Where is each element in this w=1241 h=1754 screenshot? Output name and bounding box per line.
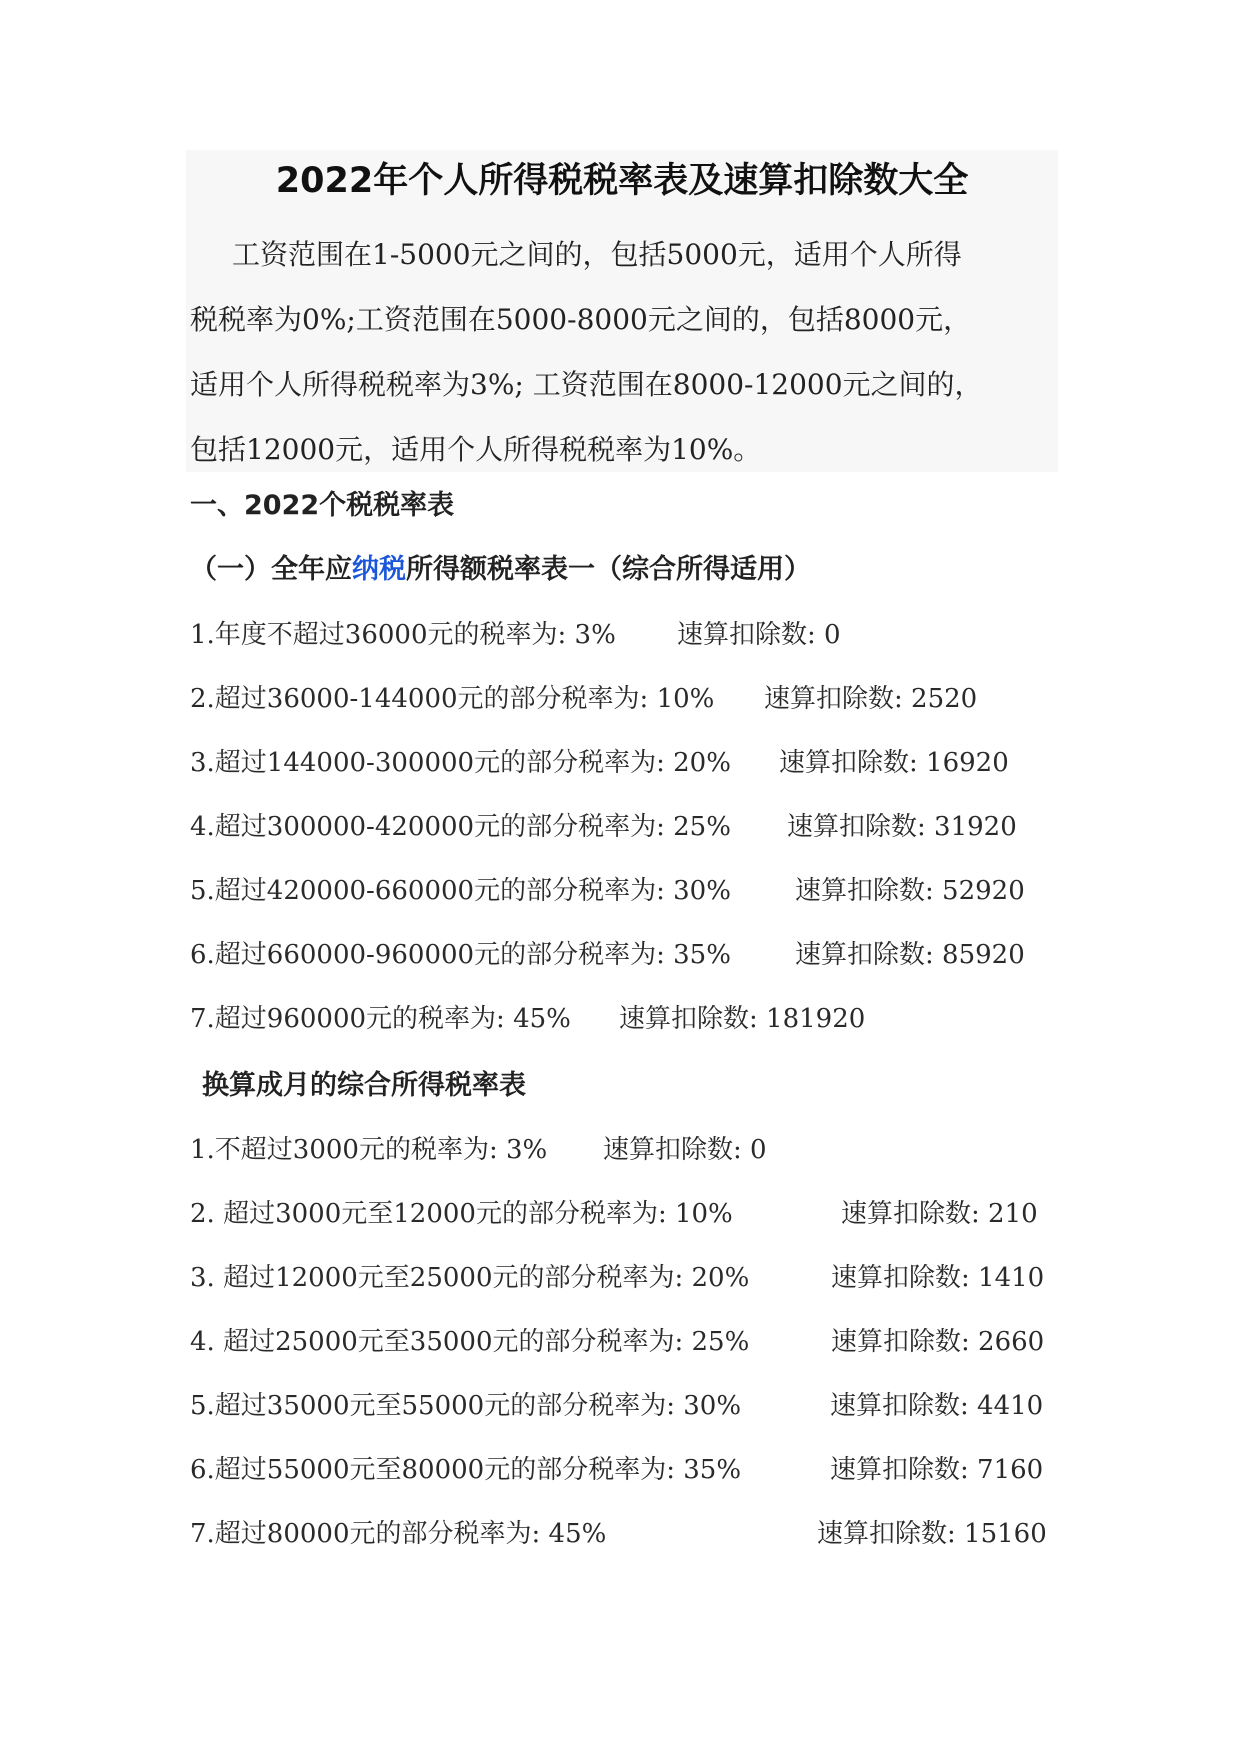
monthly-rate-row [190,1517,1047,1551]
rate-text: 3.超过144000-300000元的部分税率为: 20% [190,748,731,778]
deduction-text: 速算扣除数: 52920 [795,876,1025,906]
annual-rate-row [190,1002,866,1036]
document-title: 2022年个人所得税税率表及速算扣除数大全 [275,161,969,201]
deduction-text: 速算扣除数: 0 [677,620,841,650]
monthly-rate-row [190,1325,1045,1359]
deduction-text: 速算扣除数: 4410 [830,1391,1044,1421]
tax-link[interactable]: 纳税 [352,554,406,585]
monthly-rate-row [190,1453,1044,1487]
rate-text: 3. 超过12000元至25000元的部分税率为: 20% [190,1263,750,1293]
rate-text: 6.超过55000元至80000元的部分税率为: 35% [190,1455,742,1485]
deduction-text: 速算扣除数: 2660 [831,1327,1045,1357]
rate-text: 2. 超过3000元至12000元的部分税率为: 10% [190,1199,733,1229]
deduction-text: 速算扣除数: 181920 [619,1004,866,1034]
deduction-text: 速算扣除数: 15160 [817,1519,1047,1549]
deduction-text: 速算扣除数: 16920 [779,748,1009,778]
monthly-rate-row [190,1261,1045,1295]
rate-text: 6.超过660000-960000元的部分税率为: 35% [190,940,731,970]
annual-rate-row [190,682,978,716]
annual-rate-row [190,874,1025,908]
deduction-text: 速算扣除数: 31920 [787,812,1017,842]
deduction-text: 速算扣除数: 1410 [831,1263,1045,1293]
deduction-text: 速算扣除数: 85920 [795,940,1025,970]
subsection-heading-suffix: 所得额税率表一（综合所得适用） [406,554,811,585]
rate-text: 4.超过300000-420000元的部分税率为: 25% [190,812,731,842]
intro-paragraph [190,222,1054,482]
subsection-heading-prefix: （一）全年应 [190,554,352,585]
rate-text: 1.不超过3000元的税率为: 3% [190,1135,548,1165]
rate-text: 1.年度不超过36000元的税率为: 3% [190,620,616,650]
intro-line: 工资范围在1-5000元之间的，包括5000元，适用个人所得 [232,238,962,271]
rate-text: 2.超过36000-144000元的部分税率为: 10% [190,684,715,714]
monthly-heading: 换算成月的综合所得税率表 [202,1070,526,1101]
rate-text: 4. 超过25000元至35000元的部分税率为: 25% [190,1327,750,1357]
subsection-heading [190,552,811,588]
rate-text: 5.超过35000元至55000元的部分税率为: 30% [190,1391,742,1421]
rate-text: 7.超过960000元的税率为: 45% [190,1004,571,1034]
annual-rate-row [190,746,1009,780]
intro-line: 税税率为0%;工资范围在5000-8000元之间的，包括8000元， [190,303,972,336]
annual-rate-row [190,618,841,652]
monthly-rate-row [190,1389,1044,1423]
deduction-text: 速算扣除数: 210 [841,1199,1038,1229]
section-heading: 一、2022个税税率表 [190,490,455,521]
monthly-rate-row [190,1197,1038,1231]
monthly-rate-row [190,1133,767,1167]
intro-line: 包括12000元，适用个人所得税税率为10%。 [190,433,762,466]
rate-text: 5.超过420000-660000元的部分税率为: 30% [190,876,731,906]
annual-rate-row [190,810,1017,844]
deduction-text: 速算扣除数: 7160 [830,1455,1044,1485]
deduction-text: 速算扣除数: 0 [603,1135,767,1165]
deduction-text: 速算扣除数: 2520 [764,684,978,714]
rate-text: 7.超过80000元的部分税率为: 45% [190,1519,607,1549]
intro-line: 适用个人所得税税率为3%; 工资范围在8000-12000元之间的， [190,368,983,401]
annual-rate-row [190,938,1025,972]
